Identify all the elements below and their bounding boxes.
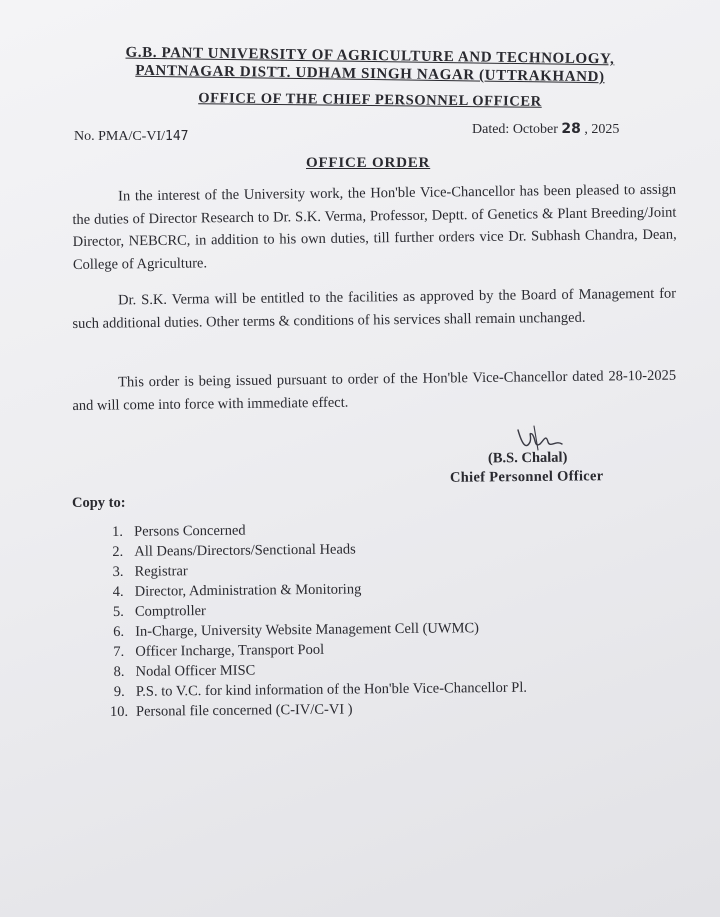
date-prefix: Dated: October: [472, 122, 558, 137]
university-address: PANTNAGAR DISTT. UDHAM SINGH NAGAR (UTTRAKHAND): [135, 62, 605, 86]
reference-handwritten-number: 147: [165, 129, 189, 144]
copy-to-heading: Copy to:: [72, 495, 126, 511]
reference-prefix: No. PMA/C-VI/: [74, 129, 166, 144]
signatory-name: (B.S. Chalal): [487, 449, 568, 467]
copy-to-list: [109, 518, 528, 722]
list-item: 5. Comptroller: [112, 603, 206, 620]
list-item: 9. P.S. to V.C. for kind information of the Hon'ble Vice-Chancellor Pl.: [113, 679, 528, 700]
list-item: 2. All Deans/Directors/Senctional Heads: [112, 541, 356, 560]
list-item: 6. In-Charge, University Website Management Cell (UWMC): [113, 620, 480, 640]
paragraph-effect: This order is being issued pursuant to order of the Hon'ble Vice-Chancellor dated 28-10-2025 and will come into force with immediate effect.: [72, 367, 677, 414]
list-item: 8. Nodal Officer MISC: [113, 662, 256, 680]
reference-number: [74, 129, 189, 145]
paragraph-assignment: In the interest of the University work, the Hon'ble Vice-Chancellor has been pleased to assign the duties of Director Research to Dr. S.K. Verma, Professor, Deptt. of Genetics & Plant Breeding/Joint Director, NEBCRC, in addition to his own duties, till further orders vice Dr. Subhash Chandra, Dean, College of Agriculture.: [72, 181, 677, 273]
page-title: OFFICE ORDER: [306, 155, 431, 171]
signatory-designation: Chief Personnel Officer: [449, 468, 604, 486]
list-item: 10. Personal file concerned (C-IV/C-VI ): [109, 701, 353, 721]
list-item: 4. Director, Administration & Monitoring: [112, 581, 362, 600]
office-name: OFFICE OF THE CHIEF PERSONNEL OFFICER: [198, 90, 542, 110]
order-date: [472, 121, 619, 138]
university-name: G.B. PANT UNIVERSITY OF AGRICULTURE AND TECHNOLOGY,: [125, 44, 615, 68]
list-item: 1. Persons Concerned: [112, 522, 246, 540]
list-item: 3. Registrar: [112, 563, 188, 580]
date-year: , 2025: [584, 122, 620, 137]
date-handwritten-day: 28: [561, 121, 581, 137]
list-item: 7. Officer Incharge, Transport Pool: [113, 641, 325, 660]
paragraph-facilities: Dr. S.K. Verma will be entitled to the facilities as approved by the Board of Management for such additional duties. Other terms & conditions of his services shall remain unchanged.: [72, 285, 677, 332]
